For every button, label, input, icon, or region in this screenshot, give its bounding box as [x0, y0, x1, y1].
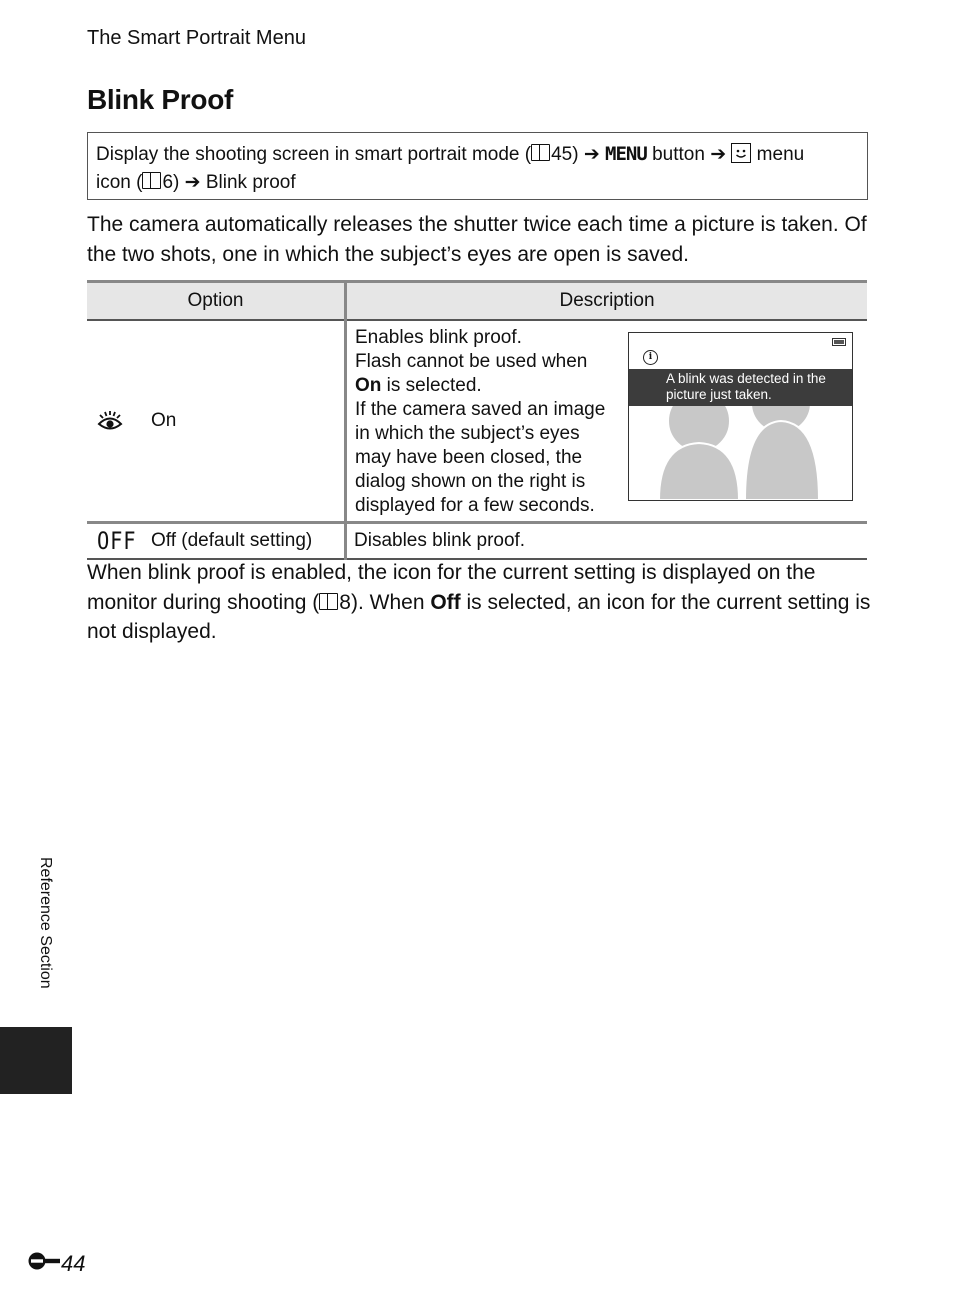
- nav-text: icon (: [96, 172, 143, 193]
- nav-text: Display the shooting screen in smart portrait mode (: [96, 144, 532, 165]
- arrow-right-icon: ➔: [583, 144, 600, 165]
- nav-text: ): [572, 144, 584, 165]
- desc-bold-on: On: [355, 375, 382, 396]
- section-header: The Smart Portrait Menu: [87, 27, 306, 49]
- outro-text: ). When: [350, 590, 431, 614]
- table-row: [87, 523, 867, 560]
- option-cell: [87, 523, 346, 560]
- option-cell: [87, 320, 346, 523]
- option-label-off: Off (default setting): [151, 530, 313, 551]
- outro-text: When blink proof is enabled, the icon for the current setting is displayed on the monitor during shooting (: [87, 561, 816, 614]
- desc-line: dialog shown on the right is: [355, 471, 586, 492]
- header-description: Description: [346, 282, 868, 321]
- description-cell: Disables blink proof.: [346, 523, 868, 560]
- page-reference-icon: [319, 593, 338, 610]
- nav-text: Blink proof: [200, 172, 296, 193]
- outro-bold-off: Off: [430, 590, 461, 614]
- blink-proof-eye-icon: [88, 410, 151, 432]
- desc-line: may have been closed, the: [355, 447, 583, 468]
- desc-line: If the camera saved an image: [355, 399, 606, 420]
- reference-section-e-icon: [27, 1250, 61, 1278]
- options-table: [87, 280, 867, 560]
- nav-ref-page: 45: [551, 144, 573, 165]
- camera-monitor-illustration: [628, 332, 853, 501]
- page-title: Blink Proof: [87, 84, 234, 115]
- desc-line: displayed for a few seconds.: [355, 495, 595, 516]
- navigation-path-box: [87, 132, 868, 200]
- outro-text: is selected, an icon for the current setting is not displayed.: [87, 590, 871, 643]
- page-number-value: 44: [61, 1251, 86, 1276]
- desc-line: Enables blink proof.: [355, 327, 522, 348]
- outro-paragraph: [87, 558, 877, 647]
- desc-line: [355, 374, 605, 398]
- side-section-label: Reference Section: [37, 857, 54, 989]
- navigation-line-1: [96, 140, 859, 169]
- navigation-line-2: [96, 169, 859, 197]
- page-number: [27, 1250, 85, 1278]
- intro-paragraph: The camera automatically releases the shutter twice each time a picture is taken. Of the two shots, one in which the subject’s eyes are open is saved.: [87, 213, 867, 266]
- nav-text: button: [646, 144, 711, 165]
- desc-line: Flash cannot be used when: [355, 351, 588, 372]
- info-icon: i: [643, 350, 658, 365]
- menu-button-glyph: MENU: [605, 143, 647, 165]
- smart-portrait-menu-icon: [731, 143, 751, 163]
- off-icon-glyph: OFF: [97, 527, 137, 555]
- blink-warning-dialog: [629, 369, 852, 406]
- page-reference-icon: [531, 144, 550, 161]
- subject-silhouettes: [629, 333, 852, 500]
- nav-ref-page: 6: [162, 172, 174, 193]
- description-cell: [346, 320, 868, 523]
- page-reference-icon: [142, 172, 161, 189]
- battery-icon: [832, 338, 846, 346]
- arrow-right-icon: ➔: [710, 144, 727, 165]
- dialog-line: A blink was detected in the: [666, 371, 826, 386]
- arrow-right-icon: ➔: [184, 172, 201, 193]
- option-label-on: On: [151, 410, 177, 431]
- nav-text: menu: [751, 144, 805, 165]
- description-text: [348, 322, 605, 518]
- outro-ref-page: 8: [339, 590, 351, 614]
- table-row: [87, 320, 867, 523]
- header-option: Option: [87, 282, 346, 321]
- nav-text: ): [173, 172, 185, 193]
- dialog-line: picture just taken.: [666, 387, 772, 402]
- desc-line: in which the subject’s eyes: [355, 423, 580, 444]
- desc-text-fragment: is selected.: [381, 375, 482, 396]
- off-icon: [88, 527, 151, 555]
- side-section-tab: [0, 1027, 72, 1094]
